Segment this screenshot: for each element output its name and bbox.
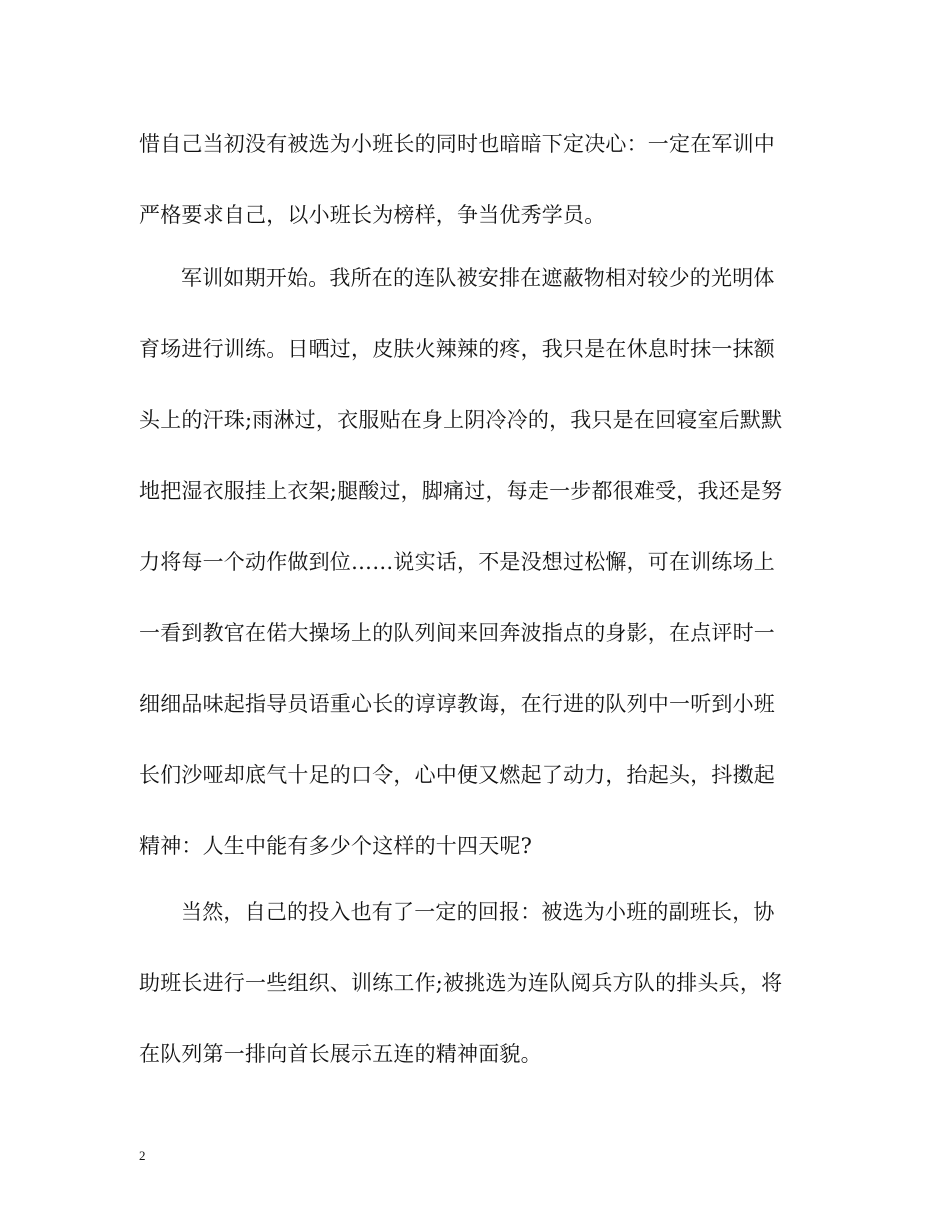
text-line: 力将每一个动作做到位……说实话，不是没想过松懈，可在训练场上: [139, 550, 775, 574]
text-line: 在队列第一排向首长展示五连的精神面貌。: [139, 1042, 542, 1066]
text-line: 一看到教官在偌大操场上的队列间来回奔波指点的身影，在点评时一: [139, 621, 775, 645]
text-line: 精神：人生中能有多少个这样的十四天呢?: [139, 834, 533, 858]
paragraph-start-line: 当然，自己的投入也有了一定的回报：被选为小班的副班长，协: [181, 900, 775, 924]
text-line: 助班长进行一些组织、训练工作;被挑选为连队阅兵方队的排头兵，将: [139, 971, 783, 995]
text-line: 严格要求自己，以小班长为榜样，争当优秀学员。: [139, 203, 606, 227]
paragraph-start-line: 军训如期开始。我所在的连队被安排在遮蔽物相对较少的光明体: [181, 266, 775, 290]
text-line: 育场进行训练。日晒过，皮肤火辣辣的疼，我只是在休息时抹一抹额: [139, 337, 775, 361]
page-number: 2: [139, 1148, 146, 1163]
text-line: 惜自己当初没有被选为小班长的同时也暗暗下定决心：一定在军训中: [139, 132, 775, 156]
text-line: 地把湿衣服挂上衣架;腿酸过，脚痛过，每走一步都很难受，我还是努: [139, 479, 783, 503]
text-line: 长们沙哑却底气十足的口令，心中便又燃起了动力，抬起头，抖擞起: [139, 763, 775, 787]
text-line: 头上的汗珠;雨淋过，衣服贴在身上阴冷冷的，我只是在回寝室后默默: [139, 408, 783, 432]
text-line: 细细品味起指导员语重心长的谆谆教诲，在行进的队列中一听到小班: [139, 692, 775, 716]
